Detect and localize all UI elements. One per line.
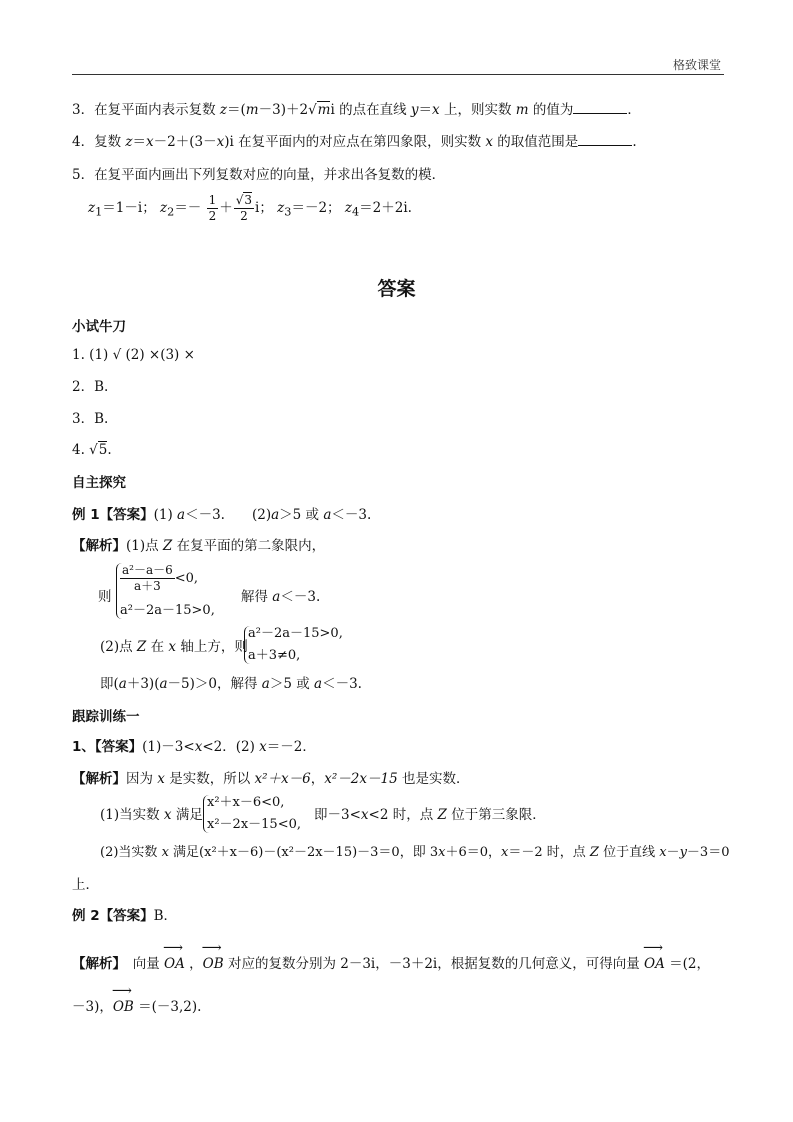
training-1-part-2-cont: 上．: [72, 877, 99, 893]
example-2-analysis: 【解析】 向量 ⟶ OA ，⟶ OB 对应的复数分别为 2－3i，－3＋2i，根据复数的几何意义，可得向量 ⟶ OA ＝(2，: [72, 955, 710, 973]
example-1-answer: 例 1【答案】(1) a＜－3. (2)a＞5 或 a＜－3.: [72, 507, 372, 523]
example-1-part-2-result: 即(a＋3)(a－5)＞0，解得 a＞5 或 a＜－3.: [100, 676, 362, 692]
problem-5-list: $z_1=1-i$； $z_2=-$ $\frac{1}{2}$ ＋ $\frac{√3}{2}$ i； $z_3=-2$； $z_4=2+2i$.: [88, 193, 412, 223]
fraction: $\frac{\text{a²－a－6}}{a+3}$: [122, 563, 173, 593]
answers-title: 答案: [377, 278, 416, 300]
answer-1: 1. (1) √ (2) ×(3) ×: [72, 347, 195, 363]
problem-4: 4．复数 z＝x－2＋(3－x)i 在复平面内的对应点在第四象限，则实数 x 的取值范围是 .: [72, 134, 637, 150]
example-2-answer: 例 2【答案】B．: [72, 908, 178, 924]
training-1-part-1-result: 即－3<x<2 时，点 Z 位于第三象限．: [314, 807, 546, 823]
fraction: $\frac{1}{2}$: [208, 193, 217, 223]
problem-3: 3．在复平面内表示复数 z＝(m－3)＋2√mi 的点在直线 y＝x 上，则实数 m 的值为 ．: [72, 102, 641, 118]
solution-text: 解得 a＜－3.: [241, 589, 321, 605]
system-label: 则: [98, 589, 112, 605]
vector-ob: ⟶ OB: [113, 998, 134, 1016]
answer-2: 2．B.: [72, 379, 109, 395]
section-heading: 自主探究: [72, 475, 126, 491]
example-1-part-2: (2)点 Z 在 x 轴上方，则: [100, 639, 248, 655]
vector-oa: ⟶ OA: [644, 955, 665, 973]
header-rule: [72, 74, 724, 75]
brand-label: 格致课堂: [672, 58, 721, 72]
training-1-part-1: (1)当实数 x 满足: [100, 807, 203, 823]
answer-blank: [578, 133, 632, 146]
equation-system: x²＋x－6<0, x²－2x－15<0,: [203, 795, 303, 833]
answer-blank: [573, 101, 627, 114]
section-heading: 小试牛刀: [72, 319, 126, 335]
problem-5: 5．在复平面内画出下列复数对应的向量，并求出各复数的模．: [72, 167, 446, 183]
vector-oa: ⟶ OA: [164, 955, 185, 973]
equation-system: a²－2a－15>0, a＋3≠0,: [244, 626, 344, 664]
example-2-analysis-cont: －3)，⟶ OB ＝(－3,2).: [72, 998, 201, 1016]
fraction: $\frac{√3}{2}$: [235, 193, 253, 223]
answer-3: 3．B.: [72, 411, 109, 427]
vector-ob: ⟶ OB: [203, 955, 224, 973]
training-1-answer: 1、【答案】(1)－3<x<2．(2) x＝－2．: [72, 739, 316, 755]
section-heading: 跟踪训练一: [72, 709, 140, 725]
answer-4: 4. √5.: [72, 442, 112, 458]
equation-system: $\frac{\text{a²－a－6}}{a+3}$ <0, a²－2a－15>0,: [116, 563, 216, 619]
example-1-analysis: 【解析】(1)点 Z 在复平面的第二象限内，: [72, 538, 326, 554]
training-1-part-2: (2)当实数 x 满足(x²＋x－6)－(x²－2x－15)－3＝0，即 3x＋6＝0，x＝－2 时，点 Z 位于直线 x－y－3＝0: [100, 845, 730, 860]
training-1-analysis: 【解析】因为 x 是实数，所以 x²＋x－6，x²－2x－15 也是实数．: [72, 771, 470, 787]
